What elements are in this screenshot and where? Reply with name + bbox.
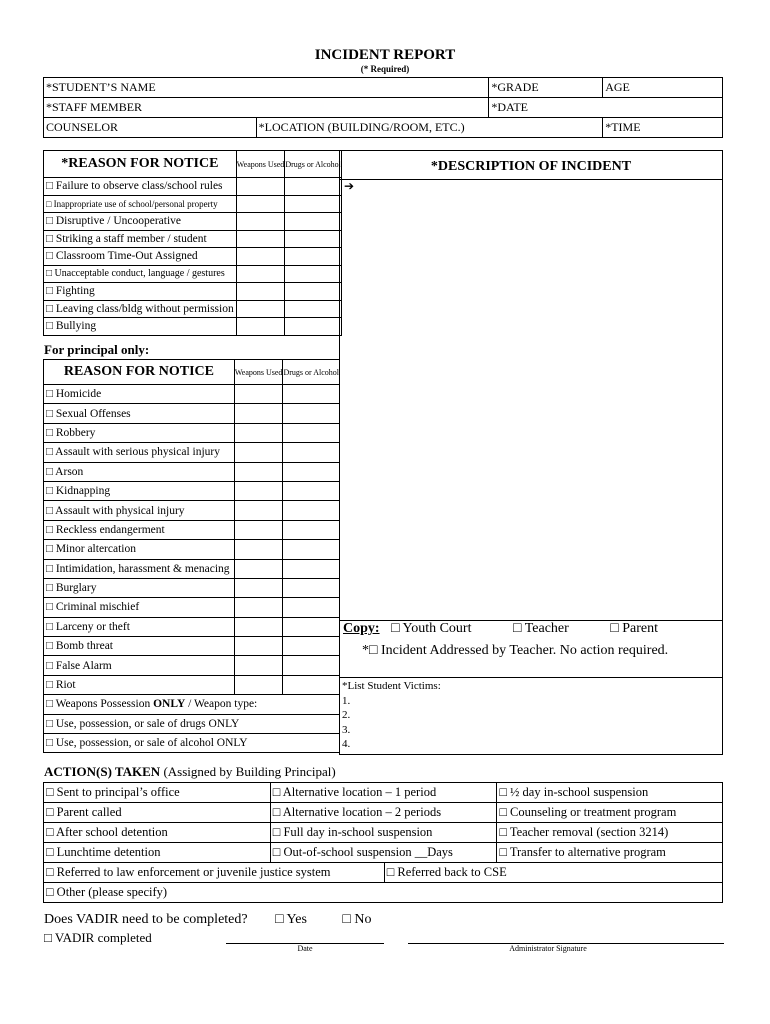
drugs-cell[interactable] [283, 559, 340, 578]
weapons-cell[interactable] [234, 462, 283, 481]
weapons-cell[interactable] [234, 598, 283, 617]
vadir-no-checkbox[interactable]: □ No [342, 912, 372, 927]
action-checkbox[interactable]: □ Out-of-school suspension __Days [270, 843, 497, 863]
victims-title: *List Student Victims: [342, 680, 441, 692]
drugs-cell[interactable] [283, 637, 340, 656]
student-name-field[interactable]: *STUDENT’S NAME [44, 78, 489, 98]
weapons-cell[interactable] [234, 481, 283, 500]
counselor-field[interactable]: COUNSELOR [44, 118, 257, 138]
drugs-cell[interactable] [283, 462, 340, 481]
action-checkbox[interactable]: □ Parent called [44, 803, 271, 823]
reason-checkbox[interactable]: □ Leaving class/bldg without permission [44, 300, 237, 318]
incident-addressed-checkbox[interactable]: *□ Incident Addressed by Teacher. No action required. [362, 643, 669, 658]
principal-reason-checkbox[interactable]: □ Assault with physical injury [44, 501, 235, 520]
vadir-question: Does VADIR need to be completed? [44, 912, 248, 927]
description-text-area[interactable] [360, 183, 718, 617]
drugs-cell[interactable] [283, 385, 340, 404]
copy-youth-court-checkbox[interactable]: □ Youth Court [391, 621, 472, 636]
victim-line[interactable]: 3. [342, 723, 351, 736]
reason-checkbox[interactable]: □ Fighting [44, 283, 237, 301]
reason-checkbox[interactable]: □ Inappropriate use of school/personal property [44, 195, 237, 213]
reason-checkbox[interactable]: □ Unacceptable conduct, language / gestures [44, 265, 237, 283]
weapons-possession-suffix: / Weapon type: [185, 698, 258, 711]
copy-row [343, 621, 723, 637]
drugs-cell[interactable] [283, 617, 340, 636]
victim-line[interactable]: 1. [342, 694, 351, 707]
date-field[interactable]: *DATE [489, 98, 723, 118]
date-label: Date [297, 944, 313, 953]
drugs-cell[interactable] [285, 195, 342, 213]
weapons-cell[interactable] [234, 675, 283, 694]
principal-reason-checkbox[interactable]: □ Riot [44, 675, 235, 694]
principal-reason-table [43, 359, 340, 753]
drugs-col-header: Drugs or Alcohol [285, 151, 342, 178]
principal-reason-checkbox[interactable]: □ Criminal mischief [44, 598, 235, 617]
drugs-cell[interactable] [283, 501, 340, 520]
action-checkbox[interactable]: □ Counseling or treatment program [497, 803, 723, 823]
reason-checkbox[interactable]: □ Striking a staff member / student [44, 230, 237, 248]
weapons-cell[interactable] [234, 404, 283, 423]
principal-reason-checkbox[interactable]: □ False Alarm [44, 656, 235, 675]
drugs-cell[interactable] [285, 178, 342, 196]
drugs-cell[interactable] [283, 520, 340, 539]
principal-reason-checkbox[interactable]: □ Arson [44, 462, 235, 481]
weapons-possession-only: ONLY [153, 698, 186, 711]
victim-line[interactable]: 2. [342, 709, 351, 721]
principal-reason-checkbox[interactable]: □ Assault with serious physical injury [44, 443, 235, 462]
reason-table [43, 150, 342, 336]
vadir-question-row [44, 912, 372, 928]
weapons-cell[interactable] [234, 578, 283, 597]
referred-law-checkbox[interactable]: □ Referred to law enforcement or juvenile justice system [44, 863, 385, 883]
weapons-cell[interactable] [234, 501, 283, 520]
required-note: (* Required) [360, 64, 410, 74]
principal-reason-checkbox[interactable]: □ Robbery [44, 423, 235, 442]
actions-title-rest: (Assigned by Building Principal) [160, 764, 336, 779]
principal-reason-checkbox[interactable]: □ Reckless endangerment [44, 520, 235, 539]
drugs-cell[interactable] [285, 248, 342, 266]
description-box [339, 150, 723, 755]
weapons-col-header: Weapons Used [234, 360, 283, 385]
weapons-cell[interactable] [236, 213, 285, 231]
weapons-cell[interactable] [234, 637, 283, 656]
administrator-signature-label: Administrator Signature [509, 944, 587, 953]
weapons-cell[interactable] [236, 300, 285, 318]
location-field[interactable]: *LOCATION (BUILDING/ROOM, ETC.) [256, 118, 603, 138]
age-field[interactable]: AGE [603, 78, 723, 98]
weapons-cell[interactable] [234, 656, 283, 675]
drugs-cell[interactable] [283, 598, 340, 617]
drugs-cell[interactable] [285, 300, 342, 318]
action-checkbox[interactable]: □ Alternative location – 1 period [270, 783, 497, 803]
weapons-cell[interactable] [236, 230, 285, 248]
staff-member-field[interactable]: *STAFF MEMBER [44, 98, 489, 118]
weapons-possession-prefix: □ Weapons Possession [46, 698, 154, 711]
drugs-cell[interactable] [285, 213, 342, 231]
drugs-col-header: Drugs or Alcohol [283, 360, 340, 385]
action-checkbox[interactable]: □ Alternative location – 2 periods [270, 803, 497, 823]
alcohol-only-checkbox[interactable]: □ Use, possession, or sale of alcohol ONLY [44, 734, 340, 753]
weapons-cell[interactable] [234, 443, 283, 462]
principal-reason-checkbox[interactable]: □ Sexual Offenses [44, 404, 235, 423]
weapons-cell[interactable] [236, 283, 285, 301]
principal-reason-title: REASON FOR NOTICE [44, 360, 235, 385]
action-checkbox[interactable]: □ Full day in-school suspension [270, 823, 497, 843]
actions-title-bold: ACTION(S) TAKEN [44, 764, 161, 779]
drugs-cell[interactable] [285, 318, 342, 336]
drugs-cell[interactable] [283, 481, 340, 500]
weapons-cell[interactable] [234, 559, 283, 578]
actions-title [44, 764, 336, 780]
principal-reason-checkbox[interactable]: □ Homicide [44, 385, 235, 404]
action-checkbox[interactable]: □ Teacher removal (section 3214) [497, 823, 723, 843]
action-checkbox[interactable]: □ ½ day in-school suspension [497, 783, 723, 803]
reason-checkbox[interactable]: □ Bullying [44, 318, 237, 336]
form-title: INCIDENT REPORT [314, 47, 456, 63]
weapons-possession-checkbox[interactable] [44, 695, 340, 714]
principal-only-label: For principal only: [44, 342, 150, 357]
victim-line[interactable]: 4. [342, 738, 351, 750]
principal-reason-checkbox[interactable]: □ Minor altercation [44, 540, 235, 559]
reason-checkbox[interactable]: □ Disruptive / Uncooperative [44, 213, 237, 231]
drugs-cell[interactable] [285, 283, 342, 301]
drugs-cell[interactable] [285, 230, 342, 248]
drugs-only-checkbox[interactable]: □ Use, possession, or sale of drugs ONLY [44, 714, 340, 733]
weapons-cell[interactable] [236, 178, 285, 196]
grade-field[interactable]: *GRADE [489, 78, 603, 98]
principal-reason-checkbox[interactable]: □ Bomb threat [44, 637, 235, 656]
drugs-cell[interactable] [285, 265, 342, 283]
vadir-yes-checkbox[interactable]: □ Yes [275, 912, 307, 927]
weapons-cell[interactable] [234, 423, 283, 442]
principal-reason-checkbox[interactable]: □ Intimidation, harassment & menacing [44, 559, 235, 578]
drugs-cell[interactable] [283, 404, 340, 423]
drugs-cell[interactable] [283, 443, 340, 462]
weapons-cell[interactable] [234, 540, 283, 559]
copy-teacher-checkbox[interactable]: □ Teacher [513, 621, 569, 636]
copy-label: Copy: [343, 621, 380, 636]
action-checkbox[interactable]: □ Lunchtime detention [44, 843, 271, 863]
principal-reason-checkbox[interactable]: □ Burglary [44, 578, 235, 597]
weapons-cell[interactable] [234, 617, 283, 636]
referred-cse-checkbox[interactable]: □ Referred back to CSE [384, 863, 722, 883]
drugs-cell[interactable] [283, 423, 340, 442]
drugs-cell[interactable] [283, 656, 340, 675]
actions-table [43, 782, 723, 903]
weapons-cell[interactable] [236, 248, 285, 266]
reason-title: *REASON FOR NOTICE [44, 151, 237, 178]
weapons-cell[interactable] [234, 520, 283, 539]
arrow-right-icon: ➔ [344, 179, 355, 193]
action-checkbox[interactable]: □ After school detention [44, 823, 271, 843]
other-action-checkbox[interactable]: □ Other (please specify) [44, 883, 723, 903]
reason-checkbox[interactable]: □ Failure to observe class/school rules [44, 178, 237, 196]
drugs-cell[interactable] [283, 675, 340, 694]
reason-checkbox[interactable]: □ Classroom Time-Out Assigned [44, 248, 237, 266]
principal-reason-checkbox[interactable]: □ Kidnapping [44, 481, 235, 500]
weapons-cell[interactable] [234, 385, 283, 404]
drugs-cell[interactable] [283, 540, 340, 559]
weapons-cell[interactable] [236, 195, 285, 213]
principal-reason-checkbox[interactable]: □ Larceny or theft [44, 617, 235, 636]
weapons-cell[interactable] [236, 318, 285, 336]
weapons-col-header: Weapons Used [236, 151, 285, 178]
description-title: *DESCRIPTION OF INCIDENT [430, 159, 632, 174]
vadir-completed-checkbox[interactable]: □ VADIR completed [44, 930, 152, 945]
copy-parent-checkbox[interactable]: □ Parent [610, 621, 659, 636]
weapons-cell[interactable] [236, 265, 285, 283]
student-info-table [43, 77, 723, 138]
action-checkbox[interactable]: □ Transfer to alternative program [497, 843, 723, 863]
drugs-cell[interactable] [283, 578, 340, 597]
action-checkbox[interactable]: □ Sent to principal’s office [44, 783, 271, 803]
time-field[interactable]: *TIME [603, 118, 723, 138]
victims-list [342, 679, 441, 752]
